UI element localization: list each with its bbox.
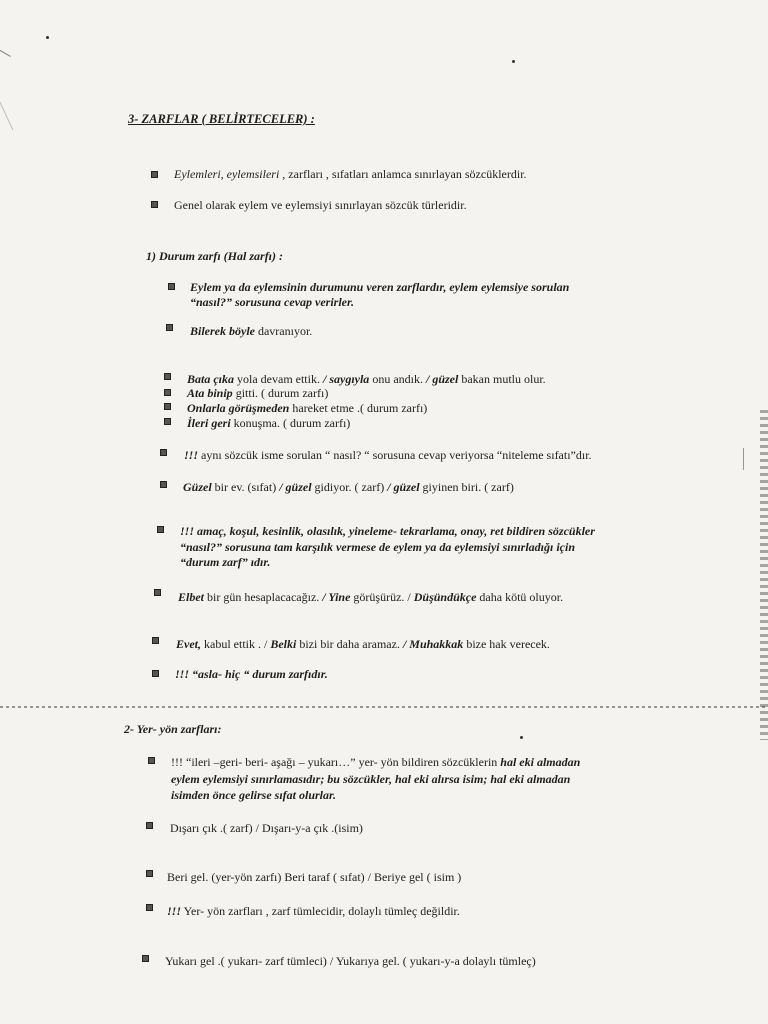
example-line: Bata çıka yola devam ettik. / saygıyla onu andık. / güzel bakan mutlu olur. [187, 372, 546, 386]
example-line: Evet, kabul ettik . / Belki bizi bir daha aramaz. / Muhakkak bize hak verecek. [176, 637, 550, 651]
bullet [160, 449, 167, 456]
scan-edge [760, 410, 768, 740]
scan-speck [512, 60, 515, 63]
note-line: !!! aynı sözcük isme sorulan “ nasıl? “ sorusuna cevap veriyorsa “niteleme sıfatı”dır. [184, 448, 592, 462]
bullet [157, 526, 164, 533]
example-line: Elbet bir gün hesaplacacağız. / Yine görüşürüz. / Düşündükçe daha kötü oluyor. [178, 590, 564, 604]
bullet [146, 904, 153, 911]
bullet [154, 589, 161, 596]
definition-line: Genel olarak eylem ve eylemsiyi sınırlayan sözcük türleridir. [174, 198, 467, 212]
section-title: 2- Yer- yön zarfları: [124, 722, 222, 736]
note-line: !!! amaç, koşul, kesinlik, olasılık, yineleme- tekrarlama, onay, ret bildiren sözcükler [180, 524, 595, 538]
bullet [164, 403, 171, 410]
bullet [151, 201, 158, 208]
example-line: Güzel bir ev. (sıfat) / güzel gidiyor. ( zarf) / güzel giyinen biri. ( zarf) [183, 480, 514, 494]
bullet [152, 637, 159, 644]
rule-line: !!! “ileri –geri- beri- aşağı – yukarı…” yer- yön bildiren sözcüklerin hal eki almadan [171, 755, 581, 769]
bullet [168, 283, 175, 290]
rule-line: Eylem ya da eylemsinin durumunu veren zarflardır, eylem eylemsiye sorulan [190, 280, 570, 294]
bullet [146, 870, 153, 877]
bullet [164, 418, 171, 425]
scan-divider [0, 706, 768, 708]
subsection-title: 1) Durum zarfı (Hal zarfı) : [146, 249, 284, 263]
bullet [160, 481, 167, 488]
example-line: İleri geri konuşma. ( durum zarfı) [187, 416, 351, 430]
scan-speck [520, 736, 523, 739]
bullet [151, 171, 158, 178]
note-line: !!! “asla- hiç “ durum zarfıdır. [175, 667, 328, 681]
scan-mark [0, 94, 13, 131]
section-title: 3- ZARFLAR ( BELİRTECELER) : [128, 112, 315, 126]
example-line: Onlarla görüşmeden hareket etme .( durum zarfı) [187, 401, 428, 415]
scan-speck [46, 36, 49, 39]
bullet [164, 373, 171, 380]
bullet [146, 822, 153, 829]
rule-line: “nasıl?” sorusuna cevap verirler. [190, 295, 355, 309]
note-line: !!! Yer- yön zarfları , zarf tümlecidir, dolaylı tümleç değildir. [167, 904, 460, 918]
note-line: “durum zarf” ıdır. [180, 555, 271, 569]
bullet [152, 670, 159, 677]
scan-mark [743, 448, 744, 470]
example-line: Dışarı çık .( zarf) / Dışarı-y-a çık .(isim) [170, 821, 363, 835]
scan-mark [0, 49, 11, 57]
bullet [166, 324, 173, 331]
example-line: Bilerek böyle davranıyor. [190, 324, 313, 338]
example-line: Beri gel. (yer-yön zarfı) Beri taraf ( sıfat) / Beriye gel ( isim ) [167, 870, 462, 884]
rule-line: isimden önce gelirse sıfat olurlar. [171, 788, 337, 802]
definition-line: Eylemleri, eylemsileri , zarfları , sıfatları anlamca sınırlayan sözcüklerdir. [174, 167, 527, 181]
example-line: Yukarı gel .( yukarı- zarf tümleci) / Yukarıya gel. ( yukarı-y-a dolaylı tümleç) [165, 954, 536, 968]
bullet [142, 955, 149, 962]
rule-line: eylem eylemsiyi sınırlamasıdır; bu sözcükler, hal eki alırsa isim; hal eki almadan [171, 772, 571, 786]
bullet [148, 757, 155, 764]
example-line: Ata binip gitti. ( durum zarfı) [187, 386, 329, 400]
note-line: “nasıl?” sorusuna tam karşılık vermese de eylem ya da eylemsiyi sınırladığı için [180, 540, 575, 554]
bullet [164, 389, 171, 396]
